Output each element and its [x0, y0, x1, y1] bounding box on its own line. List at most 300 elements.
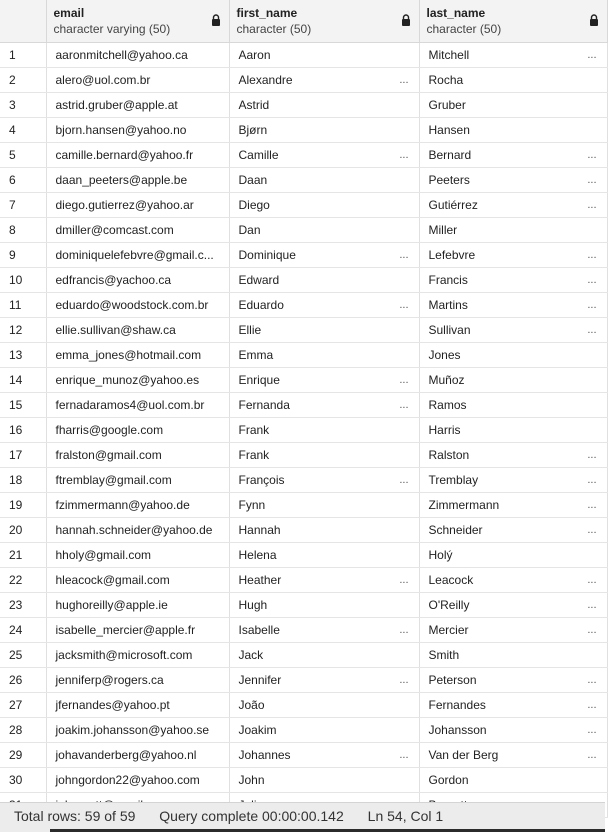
email-cell-value: aaronmitchell@yahoo.ca — [55, 47, 188, 62]
row-number[interactable] — [0, 167, 46, 192]
first-name-cell-value: Dominique — [238, 247, 296, 262]
row-number[interactable] — [0, 117, 46, 142]
last-name-cell[interactable] — [419, 367, 607, 392]
last-name-cell-value: Hansen — [428, 122, 470, 137]
table-row[interactable] — [0, 117, 607, 142]
row-number[interactable] — [0, 392, 46, 417]
first-name-cell[interactable] — [229, 217, 419, 242]
email-cell[interactable] — [46, 542, 229, 567]
row-number-value: 10 — [9, 272, 23, 287]
first-name-cell-value: Hugh — [238, 597, 268, 612]
total-rows-text: Total rows: 59 of 59 — [14, 808, 136, 824]
email-cell[interactable] — [46, 717, 229, 742]
first-name-cell[interactable] — [229, 167, 419, 192]
last-name-cell-value: Mercier — [428, 622, 469, 637]
last-name-cell-value: Ralston — [428, 447, 470, 462]
first-name-cell[interactable] — [229, 492, 419, 517]
row-number-value: 27 — [9, 697, 23, 712]
last-name-cell[interactable] — [419, 692, 607, 717]
row-number-value: 23 — [9, 597, 23, 612]
first-name-cell-value: Isabelle — [238, 622, 280, 637]
last-name-cell-value: Muñoz — [428, 372, 465, 387]
row-number[interactable] — [0, 542, 46, 567]
row-number[interactable] — [0, 92, 46, 117]
row-number[interactable] — [0, 642, 46, 667]
email-cell[interactable] — [46, 567, 229, 592]
overflow-ellipsis: ... — [587, 323, 597, 336]
last-name-cell[interactable] — [419, 242, 607, 267]
first-name-cell-value: Astrid — [238, 97, 270, 112]
email-cell-value: jacksmith@microsoft.com — [55, 647, 193, 662]
email-cell-value: dmiller@comcast.com — [55, 222, 174, 237]
row-number[interactable] — [0, 367, 46, 392]
row-number-value: 13 — [9, 347, 23, 362]
row-number[interactable] — [0, 717, 46, 742]
first-name-cell-value: Emma — [238, 347, 274, 362]
overflow-ellipsis: ... — [587, 248, 597, 261]
email-cell-value: diego.gutierrez@yahoo.ar — [55, 197, 194, 212]
first-name-cell-value: Eduardo — [238, 297, 284, 312]
first-name-cell[interactable] — [229, 317, 419, 342]
email-cell[interactable] — [46, 217, 229, 242]
overflow-ellipsis: ... — [587, 573, 597, 586]
first-name-cell-value: Enrique — [238, 372, 280, 387]
last-name-cell-value: Peterson — [428, 672, 477, 687]
table-row[interactable] — [0, 292, 607, 317]
last-name-cell[interactable] — [419, 267, 607, 292]
row-number[interactable] — [0, 192, 46, 217]
table-row[interactable] — [0, 567, 607, 592]
row-number[interactable] — [0, 767, 46, 792]
first-name-cell[interactable] — [229, 542, 419, 567]
column-type: character varying (50) — [53, 22, 171, 36]
last-name-cell[interactable] — [419, 642, 607, 667]
overflow-ellipsis: ... — [587, 698, 597, 711]
last-name-cell-value: Jones — [428, 347, 461, 362]
first-name-cell-value: Aaron — [238, 47, 271, 62]
first-name-cell-value: Diego — [238, 197, 270, 212]
row-number-value: 1 — [9, 47, 16, 62]
email-cell[interactable] — [46, 442, 229, 467]
last-name-cell[interactable] — [419, 717, 607, 742]
row-number-value: 12 — [9, 322, 23, 337]
first-name-cell[interactable] — [229, 617, 419, 642]
table-row[interactable] — [0, 517, 607, 542]
table-row[interactable] — [0, 317, 607, 342]
last-name-cell[interactable] — [419, 42, 607, 67]
first-name-cell-value: Johannes — [238, 747, 291, 762]
row-number[interactable] — [0, 742, 46, 767]
email-cell-value: ftremblay@gmail.com — [55, 472, 172, 487]
overflow-ellipsis: ... — [587, 598, 597, 611]
last-name-cell[interactable] — [419, 592, 607, 617]
email-cell-value: eduardo@woodstock.com.br — [55, 297, 209, 312]
last-name-cell[interactable] — [419, 67, 607, 92]
last-name-cell[interactable] — [419, 117, 607, 142]
email-cell-value: enrique_munoz@yahoo.es — [55, 372, 200, 387]
last-name-cell-value: Smith — [428, 647, 460, 662]
overflow-ellipsis: ... — [399, 248, 409, 261]
email-cell-value: fzimmermann@yahoo.de — [55, 497, 190, 512]
row-number[interactable] — [0, 617, 46, 642]
first-name-cell[interactable] — [229, 142, 419, 167]
row-number-value: 22 — [9, 572, 23, 587]
first-name-cell-value: Fynn — [238, 497, 266, 512]
last-name-cell[interactable] — [419, 617, 607, 642]
last-name-cell[interactable] — [419, 92, 607, 117]
overflow-ellipsis: ... — [587, 448, 597, 461]
overflow-ellipsis: ... — [587, 673, 597, 686]
row-number-value: 14 — [9, 372, 23, 387]
row-number[interactable] — [0, 467, 46, 492]
overflow-ellipsis: ... — [587, 173, 597, 186]
email-cell[interactable] — [46, 467, 229, 492]
first-name-cell[interactable] — [229, 92, 419, 117]
table-row[interactable] — [0, 192, 607, 217]
email-cell[interactable] — [46, 192, 229, 217]
email-cell[interactable] — [46, 117, 229, 142]
table-row[interactable] — [0, 242, 607, 267]
row-number-value: 26 — [9, 672, 23, 687]
last-name-cell[interactable] — [419, 317, 607, 342]
row-number[interactable] — [0, 342, 46, 367]
last-name-cell-value: Miller — [428, 222, 458, 237]
overflow-ellipsis: ... — [587, 298, 597, 311]
email-cell-value: camille.bernard@yahoo.fr — [55, 147, 194, 162]
email-cell[interactable] — [46, 242, 229, 267]
row-number[interactable] — [0, 292, 46, 317]
row-number-value: 17 — [9, 447, 23, 462]
row-number-value: 15 — [9, 397, 23, 412]
row-number-value: 30 — [9, 772, 23, 787]
last-name-cell-value: Francis — [428, 272, 468, 287]
email-cell-value: johngordon22@yahoo.com — [55, 772, 200, 787]
last-name-cell-value: Lefebvre — [428, 247, 476, 262]
table-row[interactable] — [0, 692, 607, 717]
email-cell[interactable] — [46, 492, 229, 517]
first-name-cell-value: Fernanda — [238, 397, 290, 412]
row-number-value: 6 — [9, 172, 16, 187]
table-row[interactable] — [0, 367, 607, 392]
last-name-cell[interactable] — [419, 167, 607, 192]
row-number[interactable] — [0, 217, 46, 242]
first-name-cell[interactable] — [229, 342, 419, 367]
table-row[interactable] — [0, 717, 607, 742]
first-name-cell-value: João — [238, 697, 265, 712]
last-name-cell-value: Harris — [428, 422, 461, 437]
email-cell-value: edfrancis@yachoo.ca — [55, 272, 172, 287]
email-cell[interactable] — [46, 617, 229, 642]
first-name-cell-value: Edward — [238, 272, 280, 287]
table-row[interactable] — [0, 767, 607, 792]
first-name-cell[interactable] — [229, 67, 419, 92]
table-row[interactable] — [0, 492, 607, 517]
table-row[interactable] — [0, 392, 607, 417]
email-cell-value: joakim.johansson@yahoo.se — [55, 722, 210, 737]
email-cell-value: dominiquelefebvre@gmail.c... — [55, 247, 214, 262]
cursor-position-text: Ln 54, Col 1 — [367, 808, 444, 824]
overflow-ellipsis: ... — [399, 673, 409, 686]
email-cell-value: bjorn.hansen@yahoo.no — [55, 122, 187, 137]
first-name-cell[interactable] — [229, 442, 419, 467]
first-name-cell[interactable] — [229, 692, 419, 717]
column-header-last-name[interactable] — [419, 0, 607, 42]
first-name-cell[interactable] — [229, 117, 419, 142]
email-cell-value: jenniferp@rogers.ca — [55, 672, 164, 687]
first-name-cell[interactable] — [229, 42, 419, 67]
email-cell[interactable] — [46, 42, 229, 67]
first-name-cell-value: Frank — [238, 422, 270, 437]
email-cell-value: alero@uol.com.br — [55, 72, 151, 87]
overflow-ellipsis: ... — [399, 373, 409, 386]
row-number[interactable] — [0, 692, 46, 717]
email-cell[interactable] — [46, 392, 229, 417]
row-number[interactable] — [0, 267, 46, 292]
overflow-ellipsis: ... — [587, 273, 597, 286]
first-name-cell[interactable] — [229, 242, 419, 267]
first-name-cell[interactable] — [229, 642, 419, 667]
last-name-cell[interactable] — [419, 292, 607, 317]
last-name-cell-value: Bernard — [428, 147, 472, 162]
email-cell[interactable] — [46, 142, 229, 167]
column-header-email[interactable] — [46, 0, 229, 42]
email-cell[interactable] — [46, 667, 229, 692]
row-number[interactable] — [0, 517, 46, 542]
email-cell[interactable] — [46, 517, 229, 542]
email-cell-value: hholy@gmail.com — [55, 547, 152, 562]
row-number[interactable] — [0, 42, 46, 67]
row-number[interactable] — [0, 142, 46, 167]
row-number-value: 24 — [9, 622, 23, 637]
email-cell-value: hannah.schneider@yahoo.de — [55, 522, 213, 537]
overflow-ellipsis: ... — [587, 473, 597, 486]
row-number-value: 16 — [9, 422, 23, 437]
email-cell-value: fralston@gmail.com — [55, 447, 162, 462]
row-number[interactable] — [0, 417, 46, 442]
row-number-value: 21 — [9, 547, 23, 562]
overflow-ellipsis: ... — [399, 148, 409, 161]
last-name-cell-value: Zimmermann — [428, 497, 500, 512]
first-name-cell-value: Dan — [238, 222, 261, 237]
row-number-value: 9 — [9, 247, 16, 262]
first-name-cell-value: Alexandre — [238, 72, 293, 87]
overflow-ellipsis: ... — [587, 198, 597, 211]
first-name-cell-value: Jennifer — [238, 672, 282, 687]
column-name: email — [53, 6, 85, 20]
table-row[interactable] — [0, 267, 607, 292]
last-name-cell-value: Johansson — [428, 722, 487, 737]
table-row[interactable] — [0, 667, 607, 692]
last-name-cell-value: Holý — [428, 547, 453, 562]
row-number[interactable] — [0, 442, 46, 467]
last-name-cell[interactable] — [419, 767, 607, 792]
first-name-cell-value: Ellie — [238, 322, 262, 337]
table-row[interactable] — [0, 467, 607, 492]
last-name-cell[interactable] — [419, 667, 607, 692]
overflow-ellipsis: ... — [587, 748, 597, 761]
first-name-cell[interactable] — [229, 742, 419, 767]
first-name-cell[interactable] — [229, 367, 419, 392]
email-cell[interactable] — [46, 417, 229, 442]
first-name-cell[interactable] — [229, 567, 419, 592]
last-name-cell-value: Schneider — [428, 522, 483, 537]
row-number[interactable] — [0, 667, 46, 692]
first-name-cell-value: Frank — [238, 447, 270, 462]
overflow-ellipsis: ... — [587, 523, 597, 536]
first-name-cell[interactable] — [229, 667, 419, 692]
last-name-cell-value: Gutiérrez — [428, 197, 478, 212]
email-cell[interactable] — [46, 642, 229, 667]
email-cell-value: emma_jones@hotmail.com — [55, 347, 202, 362]
table-row[interactable] — [0, 217, 607, 242]
overflow-ellipsis: ... — [399, 573, 409, 586]
email-cell[interactable] — [46, 692, 229, 717]
email-cell-value: ellie.sullivan@shaw.ca — [55, 322, 176, 337]
row-number-value: 4 — [9, 122, 16, 137]
first-name-cell[interactable] — [229, 517, 419, 542]
last-name-cell[interactable] — [419, 742, 607, 767]
email-cell[interactable] — [46, 292, 229, 317]
table-row[interactable] — [0, 167, 607, 192]
lock-icon — [401, 14, 411, 26]
last-name-cell[interactable] — [419, 442, 607, 467]
last-name-cell-value: Tremblay — [428, 472, 479, 487]
last-name-cell[interactable] — [419, 142, 607, 167]
first-name-cell-value: Bjørn — [238, 122, 268, 137]
overflow-ellipsis: ... — [587, 48, 597, 61]
first-name-cell[interactable] — [229, 292, 419, 317]
last-name-cell[interactable] — [419, 517, 607, 542]
row-number[interactable] — [0, 317, 46, 342]
email-cell[interactable] — [46, 92, 229, 117]
last-name-cell[interactable] — [419, 417, 607, 442]
first-name-cell-value: Hannah — [238, 522, 281, 537]
row-number-value: 19 — [9, 497, 23, 512]
table-row[interactable] — [0, 42, 607, 67]
overflow-ellipsis: ... — [399, 298, 409, 311]
overflow-ellipsis: ... — [399, 473, 409, 486]
email-cell-value: daan_peeters@apple.be — [55, 172, 188, 187]
table-row[interactable] — [0, 642, 607, 667]
table-row[interactable] — [0, 92, 607, 117]
overflow-ellipsis: ... — [399, 398, 409, 411]
email-cell[interactable] — [46, 342, 229, 367]
first-name-cell[interactable] — [229, 592, 419, 617]
row-number-value: 3 — [9, 97, 16, 112]
row-number-value: 5 — [9, 147, 16, 162]
first-name-cell[interactable] — [229, 717, 419, 742]
first-name-cell[interactable] — [229, 417, 419, 442]
table-row[interactable] — [0, 342, 607, 367]
lock-icon — [211, 14, 221, 26]
overflow-ellipsis: ... — [587, 148, 597, 161]
table-row[interactable] — [0, 592, 607, 617]
last-name-cell[interactable] — [419, 342, 607, 367]
table-row[interactable] — [0, 442, 607, 467]
row-number-value: 20 — [9, 522, 23, 537]
row-number-value: 2 — [9, 72, 16, 87]
email-cell[interactable] — [46, 317, 229, 342]
overflow-ellipsis: ... — [587, 498, 597, 511]
last-name-cell-value: Mitchell — [428, 47, 470, 62]
column-type: character (50) — [236, 22, 312, 36]
first-name-cell[interactable] — [229, 192, 419, 217]
column-type: character (50) — [426, 22, 502, 36]
row-number[interactable] — [0, 592, 46, 617]
row-number-value: 29 — [9, 747, 23, 762]
last-name-cell-value: O'Reilly — [428, 597, 470, 612]
last-name-cell-value: Peeters — [428, 172, 470, 187]
row-number-value: 11 — [9, 297, 22, 312]
first-name-cell[interactable] — [229, 767, 419, 792]
email-cell-value: fernadaramos4@uol.com.br — [55, 397, 205, 412]
overflow-ellipsis: ... — [399, 73, 409, 86]
last-name-cell[interactable] — [419, 392, 607, 417]
table-row[interactable] — [0, 542, 607, 567]
email-cell-value: hughoreilly@apple.ie — [55, 597, 168, 612]
row-number[interactable] — [0, 67, 46, 92]
last-name-cell[interactable] — [419, 542, 607, 567]
row-number-value: 7 — [9, 197, 16, 212]
first-name-cell-value: François — [238, 472, 285, 487]
table-row[interactable] — [0, 67, 607, 92]
email-cell-value: fharris@google.com — [55, 422, 164, 437]
first-name-cell-value: Heather — [238, 572, 282, 587]
last-name-cell[interactable] — [419, 492, 607, 517]
email-cell[interactable] — [46, 67, 229, 92]
first-name-cell-value: John — [238, 772, 265, 787]
column-name: last_name — [426, 6, 486, 20]
table-row[interactable] — [0, 617, 607, 642]
first-name-cell[interactable] — [229, 467, 419, 492]
email-cell[interactable] — [46, 592, 229, 617]
first-name-cell[interactable] — [229, 392, 419, 417]
email-cell[interactable] — [46, 742, 229, 767]
column-header-first-name[interactable] — [229, 0, 419, 42]
row-number[interactable] — [0, 492, 46, 517]
overflow-ellipsis: ... — [587, 623, 597, 636]
last-name-cell[interactable] — [419, 192, 607, 217]
last-name-cell[interactable] — [419, 217, 607, 242]
last-name-cell-value: Gordon — [428, 772, 469, 787]
email-cell-value: jfernandes@yahoo.pt — [55, 697, 170, 712]
email-cell[interactable] — [46, 367, 229, 392]
email-cell[interactable] — [46, 267, 229, 292]
last-name-cell-value: Gruber — [428, 97, 466, 112]
first-name-cell-value: Camille — [238, 147, 279, 162]
select-all-corner[interactable] — [0, 0, 46, 42]
overflow-ellipsis: ... — [399, 748, 409, 761]
first-name-cell-value: Jack — [238, 647, 264, 662]
row-number[interactable] — [0, 567, 46, 592]
last-name-cell[interactable] — [419, 467, 607, 492]
overflow-ellipsis: ... — [399, 623, 409, 636]
column-name: first_name — [236, 6, 298, 20]
last-name-cell[interactable] — [419, 567, 607, 592]
table-row[interactable] — [0, 142, 607, 167]
email-cell[interactable] — [46, 167, 229, 192]
table-row[interactable] — [0, 742, 607, 767]
last-name-cell-value: Leacock — [428, 572, 474, 587]
table-row[interactable] — [0, 417, 607, 442]
row-number[interactable] — [0, 242, 46, 267]
status-bar — [0, 802, 605, 832]
email-cell[interactable] — [46, 767, 229, 792]
row-number-value: 25 — [9, 647, 23, 662]
lock-icon — [589, 14, 599, 26]
email-cell-value: astrid.gruber@apple.at — [55, 97, 178, 112]
first-name-cell[interactable] — [229, 267, 419, 292]
